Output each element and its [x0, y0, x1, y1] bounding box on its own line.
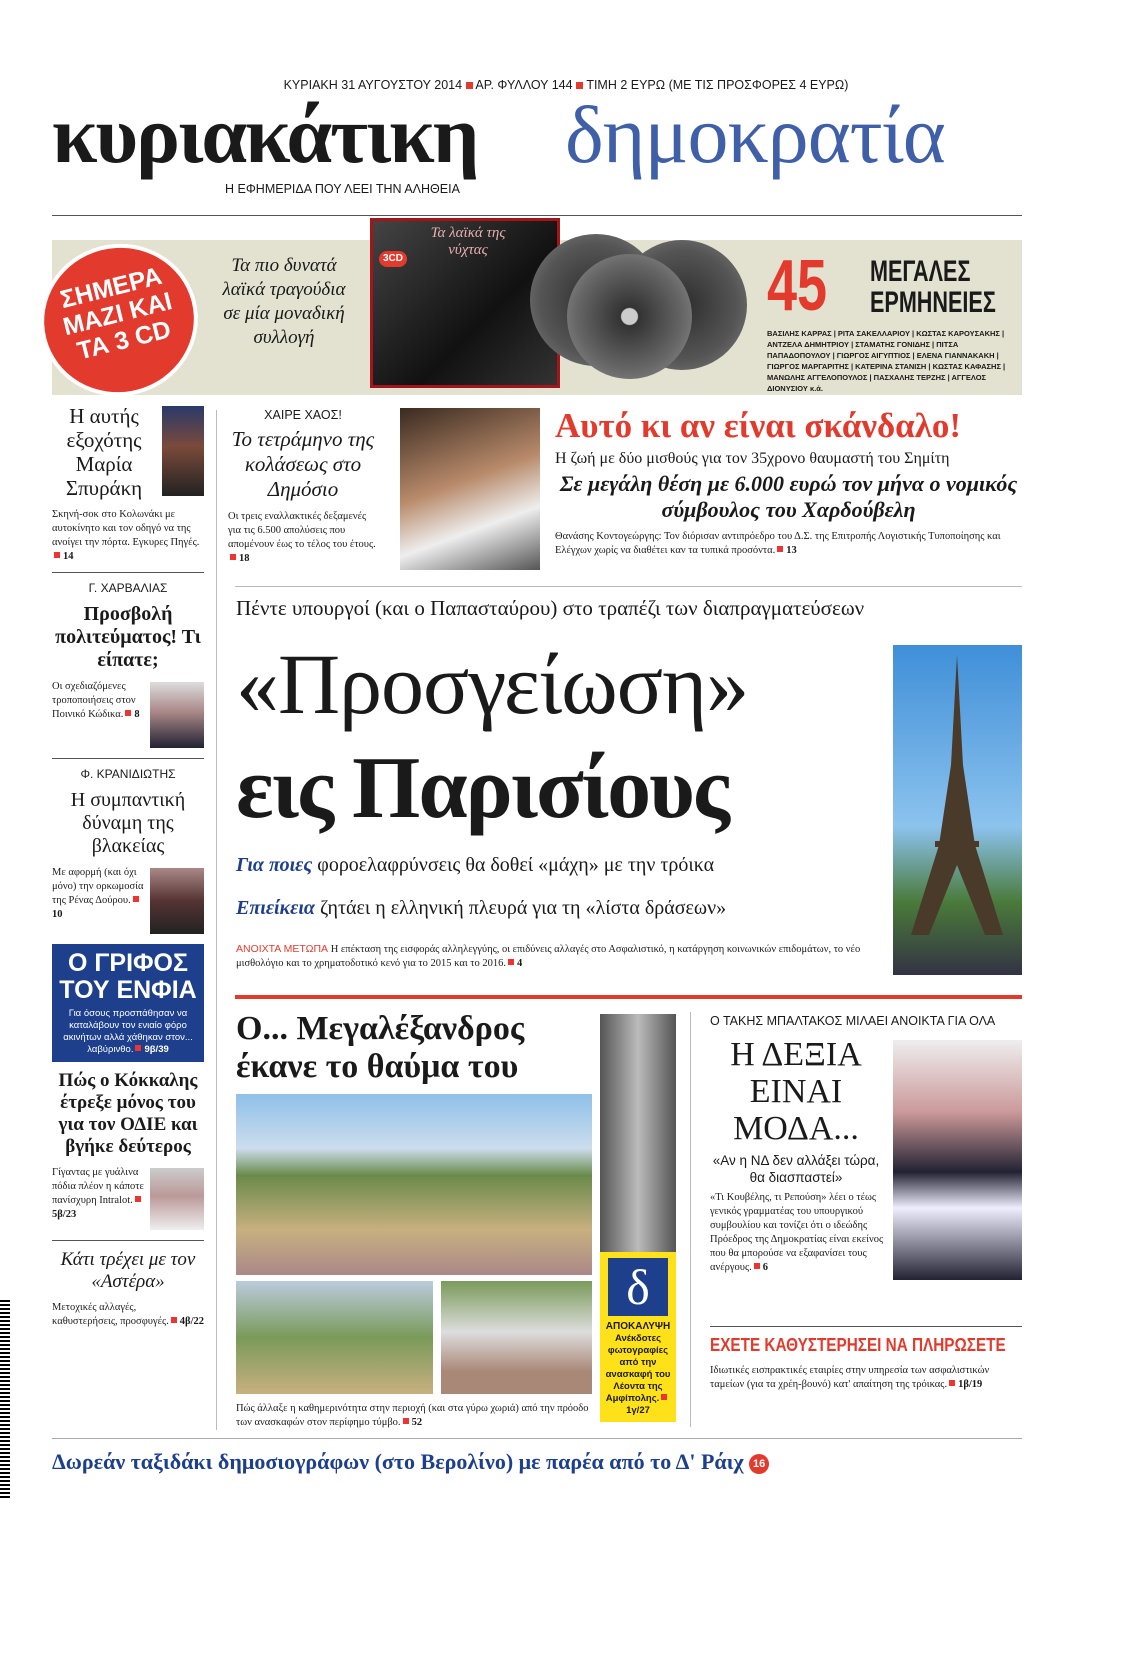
- main-headline-line2[interactable]: εις Παρισίους: [236, 740, 728, 837]
- spyraki-body: Σκηνή-σοκ στο Κολωνάκι με αυτοκίνητο και τον οδηγό να της ανοίγει την πόρτα. Εγκυρες Πηγές.14: [52, 509, 200, 562]
- masthead-name-1: κυριακάτικη: [52, 89, 478, 180]
- masthead-name-2: δημοκρατία: [565, 89, 945, 180]
- scandal-headline[interactable]: Αυτό κι αν είναι σκάνδαλο!: [555, 406, 962, 445]
- promo-slogan: Τα πιο δυνατά λαϊκά τραγούδια σε μία μοναδική συλλογή: [222, 255, 346, 348]
- enfia-box[interactable]: [52, 944, 204, 1062]
- scandal-deck: Σε μεγάλη θέση με 6.000 ευρώ τον μήνα ο νομικός σύμβουλος του Χαρδούβελη: [559, 471, 1018, 522]
- footer-headline[interactable]: Δωρεάν ταξιδάκι δημοσιογράφων (στο Βερολίνο) με παρέα από το Δ' Ράιχ 16: [52, 1449, 769, 1475]
- kokkalis-body: Γίγαντας με γυάλινα πόδια πλέον η κάποτε πανίσχυρη Intralot.5β/23: [52, 1166, 204, 1232]
- page-ref[interactable]: 10: [52, 895, 142, 920]
- issue-number: ΑΡ. ΦΥΛΛΟΥ 144: [475, 78, 573, 92]
- promo-badge: ΣΗΜΕΡΑ ΜΑΖΙ ΚΑΙ ΤΑ 3 CD: [24, 227, 214, 413]
- promo-banner[interactable]: [52, 225, 1022, 395]
- artist-list: ΒΑΣΙΛΗΣ ΚΑΡΡΑΣ | ΡΙΤΑ ΣΑΚΕΛΛΑΡΙΟΥ | ΚΩΣΤΑΣ ΚΑΡΟΥΣΑΚΗΣ | ΑΝΤΖΕΛΑ ΔΗΜΗΤΡΙΟΥ | ΣΤΑΜΑΤΗΣ ΓΟΝΙΔΗΣ | ΠΙΤΣΑ ΠΑΠΑΔΟΠΟΥΛΟΥ | ΓΙΩΡΓΟΣ ΑΙΓΥΠΤΙΟΣ | ΕΛΕΝΑ ΓΙΑΝΝΑΚΑΚΗ | ΓΙΩΡΓΟΣ ΜΑΡΓΑΡΙΤΗΣ | ΚΑΤΕΡΙΝΑ ΣΤΑΝΙΣΗ | ΚΩΣΤΑΣ ΚΑΦΑΣΗΣ | ΜΑΝΩΛΗΣ ΑΓΓΕΛΟΠΟΥΛΟΣ | ΠΑΣΧΑΛΗΣ ΤΕΡΖΗΣ | ΑΓΓΕΛΟΣ ΔΙΟΝΥΣΙΟΥ κ.ά.: [767, 329, 1006, 393]
- page-ref[interactable]: 4: [506, 958, 522, 969]
- scandal-story: [555, 406, 1022, 558]
- page-ref[interactable]: 13: [775, 545, 797, 556]
- cd-title: Τα λαϊκά της νύχτας: [430, 225, 506, 258]
- baltakos-body: «Τι Κουβέλης, τι Ρεπούση» λέει ο τέως γενικός γραμματέας του υπουργικού συμβουλίου και τονίζει ότι ο ιδεώδης Πρόεδρος της Δημοκρατίας είναι εκείνος που θα μπορούσε να εξαφανίσει τους ανέργους. 6: [710, 1192, 884, 1273]
- page-ref[interactable]: 8: [123, 709, 139, 720]
- charvalias-body: Οι σχεδιαζόμενες τροποποιήσεις στον Ποινικό Κώδικα. 8: [52, 680, 204, 750]
- debts-story: [710, 1326, 1022, 1392]
- amfipoli-photo-1: [236, 1094, 592, 1275]
- astera-body: Μετοχικές αλλαγές, καθυστερήσεις, προσφυγές. 4β/22: [52, 1302, 204, 1327]
- debts-headline[interactable]: ΕΧΕΤΕ ΚΑΘΥΣΤΕΡΗΣΕΙ ΝΑ ΠΛΗΡΩΣΕΤΕ: [710, 1335, 1006, 1355]
- tagline: Η ΕΦΗΜΕΡΙΔΑ ΠΟΥ ΛΕΕΙ ΤΗΝ ΑΛΗΘΕΙΑ: [225, 182, 460, 196]
- baltakos-story: [706, 1036, 886, 1275]
- charvalias-kicker: Γ. ΧΑΡΒΑΛΙΑΣ: [88, 581, 168, 595]
- xaire-kicker: ΧΑΙΡΕ ΧΑΟΣ!: [264, 408, 342, 422]
- left-column: [52, 404, 204, 1329]
- enfia-body: Για όσους προσπάθησαν να καταλάβουν τον ενιαίο φόρο ακινήτων αλλά χάθηκαν στον... λαβύρινθο.: [63, 1008, 193, 1055]
- kokkalis-photo: [150, 1168, 204, 1230]
- kokkalis-headline[interactable]: Πώς ο Κόκκαλης έτρεξε μόνος του για τον ΟΔΙΕ και βγήκε δεύτερος: [58, 1070, 198, 1157]
- main-label: ΑΝΟΙΧΤΑ ΜΕΤΩΠΑ: [236, 943, 329, 955]
- badge-body: Ανέκδοτες φωτογραφίες από την ανασκαφή του Λέοντα της Αμφίπολης.: [605, 1333, 671, 1404]
- amfipoli-caption: Πώς άλλαξε η καθημερινότητα στην περιοχή (και στα γύρω χωριά) από την πρόοδο των ανασκαφών στον περίφημο τύμβο. 52: [236, 1403, 589, 1428]
- page-ref[interactable]: 18: [228, 553, 250, 564]
- kranidiotis-kicker: Φ. ΚΡΑΝΙΔΙΩΤΗΣ: [80, 767, 176, 781]
- barcode: [0, 1300, 10, 1500]
- xaire-story: [228, 408, 378, 566]
- baltakos-quote: «Αν η ΝΔ δεν αλλάξει τώρα, θα διασπαστεί»: [712, 1153, 880, 1185]
- price: ΤΙΜΗ 2 ΕΥΡΩ (ΜΕ ΤΙΣ ΠΡΟΣΦΟΡΕΣ 4 ΕΥΡΩ): [586, 78, 849, 92]
- cd-count-badge: 3CD: [379, 251, 407, 267]
- amfipoli-photo-3: [441, 1281, 592, 1394]
- scandal-photo: [400, 408, 540, 570]
- main-deck-2: ζητάει η ελληνική πλευρά για τη «λίστα δράσεων»: [320, 897, 727, 919]
- page-ref[interactable]: 5β/23: [52, 1195, 144, 1220]
- spyraki-story: [52, 404, 204, 500]
- enfia-headline: Ο ΓΡΙΦΟΣ ΤΟΥ ΕΝΦΙΑ: [59, 949, 197, 1004]
- scandal-body: Θανάσης Κοντογεώργης: Τον διόρισαν αντιπρόεδρο του Δ.Σ. της Επιτροπής Λογιστικής Τυποποίησης και Ελέγχων χωρίς να διαθέτει καν τα τυπικά προσόντα. 13: [555, 531, 1001, 556]
- baltakos-headline[interactable]: Η ΔΕΞΙΑ ΕΙΝΑΙ ΜΟΔΑ...: [730, 1036, 862, 1147]
- eiffel-tower-icon: [893, 645, 1022, 975]
- page-ref[interactable]: 1β/19: [947, 1379, 982, 1390]
- page-ref[interactable]: 14: [52, 551, 74, 562]
- revelation-badge[interactable]: [600, 1252, 676, 1422]
- page-ref[interactable]: 9β/39: [133, 1044, 168, 1055]
- kranidiotis-photo: [150, 868, 204, 934]
- charvalias-photo: [150, 682, 204, 748]
- amfipoli-photos: [236, 1094, 592, 1394]
- eiffel-tower-photo: [893, 645, 1022, 975]
- xaire-body: Οι τρεις εναλλακτικές δεξαμενές για τις 6.500 απολύσεις που απομένουν έως το τέλος του έτους.18: [228, 511, 376, 564]
- astera-headline[interactable]: Κάτι τρέχει με τον «Αστέρα»: [60, 1249, 196, 1292]
- scandal-subtitle: Η ζωή με δύο μισθούς για τον 35χρονο θαυμαστή του Σημίτη: [555, 450, 950, 467]
- xaire-headline[interactable]: Το τετράμηνο της κολάσεως στο Δημόσιο: [231, 427, 375, 501]
- baltakos-kicker: Ο ΤΑΚΗΣ ΜΠΑΛΤΑΚΟΣ ΜΙΛΑΕΙ ΑΝΟΙΚΤΑ ΓΙΑ ΟΛΑ: [710, 1014, 996, 1028]
- cd-disc: [567, 254, 692, 379]
- date: ΚΥΡΙΑΚΗ 31 ΑΥΓΟΥΣΤΟΥ 2014: [283, 78, 463, 92]
- debts-body: Ιδιωτικές εισπρακτικές εταιρίες στην υπηρεσία των ασφαλιστικών ταμείων (για τα χρέη-βουνό) κατ' απαίτηση της τρόικας. 1β/19: [710, 1365, 990, 1390]
- page-ref[interactable]: 1γ/27: [626, 1393, 670, 1416]
- amfipoli-headline[interactable]: Ο... Μεγαλέξανδρος έκανε το θαύμα του: [236, 1010, 525, 1085]
- spyraki-headline[interactable]: Η αυτής εξοχότης Μαρία Σπυράκη: [65, 404, 143, 500]
- kranidiotis-body: Με αφορμή (και όχι μόνο) την ορκωμοσία της Ρένας Δούρου.10: [52, 866, 204, 936]
- main-body: ΑΝΟΙΧΤΑ ΜΕΤΩΠΑ Η επέκταση της εισφοράς αλληλεγγύης, οι επιδύνεις αλλαγές στο Ασφαλιστικό, η κατάργηση κοινωνικών επιδομάτων, το νέο μισθολόγιο και το χρηματοδοτικό κενό για το 2015 και το 2016. 4: [236, 943, 861, 969]
- main-deck-1: φοροελαφρύνσεις θα δοθεί «μάχη» με την τρόικα: [317, 854, 715, 876]
- amfipoli-photo-2: [236, 1281, 433, 1394]
- spyraki-photo: [162, 406, 204, 496]
- page-ref[interactable]: 4β/22: [169, 1316, 204, 1327]
- deck-emphasis: Επιείκεια: [236, 897, 315, 919]
- main-headline-line1[interactable]: «Προσγείωση»: [236, 636, 749, 732]
- charvalias-headline[interactable]: Προσβολή πολιτεύματος! Τι είπατε;: [55, 603, 201, 671]
- amfipoli-story: [236, 1010, 592, 1430]
- kranidiotis-headline[interactable]: Η συμπαντική δύναμη της βλακείας: [70, 789, 186, 857]
- page-ref[interactable]: 16: [749, 1454, 769, 1474]
- badge-label: ΑΠΟΚΑΛΥΨΗ: [605, 1321, 671, 1332]
- promo-count: 45: [767, 246, 828, 326]
- main-kicker: Πέντε υπουργοί (και ο Παπασταύρου) στο τραπέζι των διαπραγματεύσεων: [236, 596, 865, 620]
- page-ref[interactable]: 6: [752, 1262, 768, 1273]
- baltakos-photo: [893, 1040, 1022, 1280]
- promo-count-label: ΜΕΓΑΛΕΣ ΕΡΜΗΝΕΙΕΣ: [870, 255, 996, 319]
- delta-logo: δ: [608, 1258, 668, 1316]
- page-ref[interactable]: 52: [401, 1417, 423, 1428]
- deck-emphasis: Για ποιες: [236, 854, 313, 876]
